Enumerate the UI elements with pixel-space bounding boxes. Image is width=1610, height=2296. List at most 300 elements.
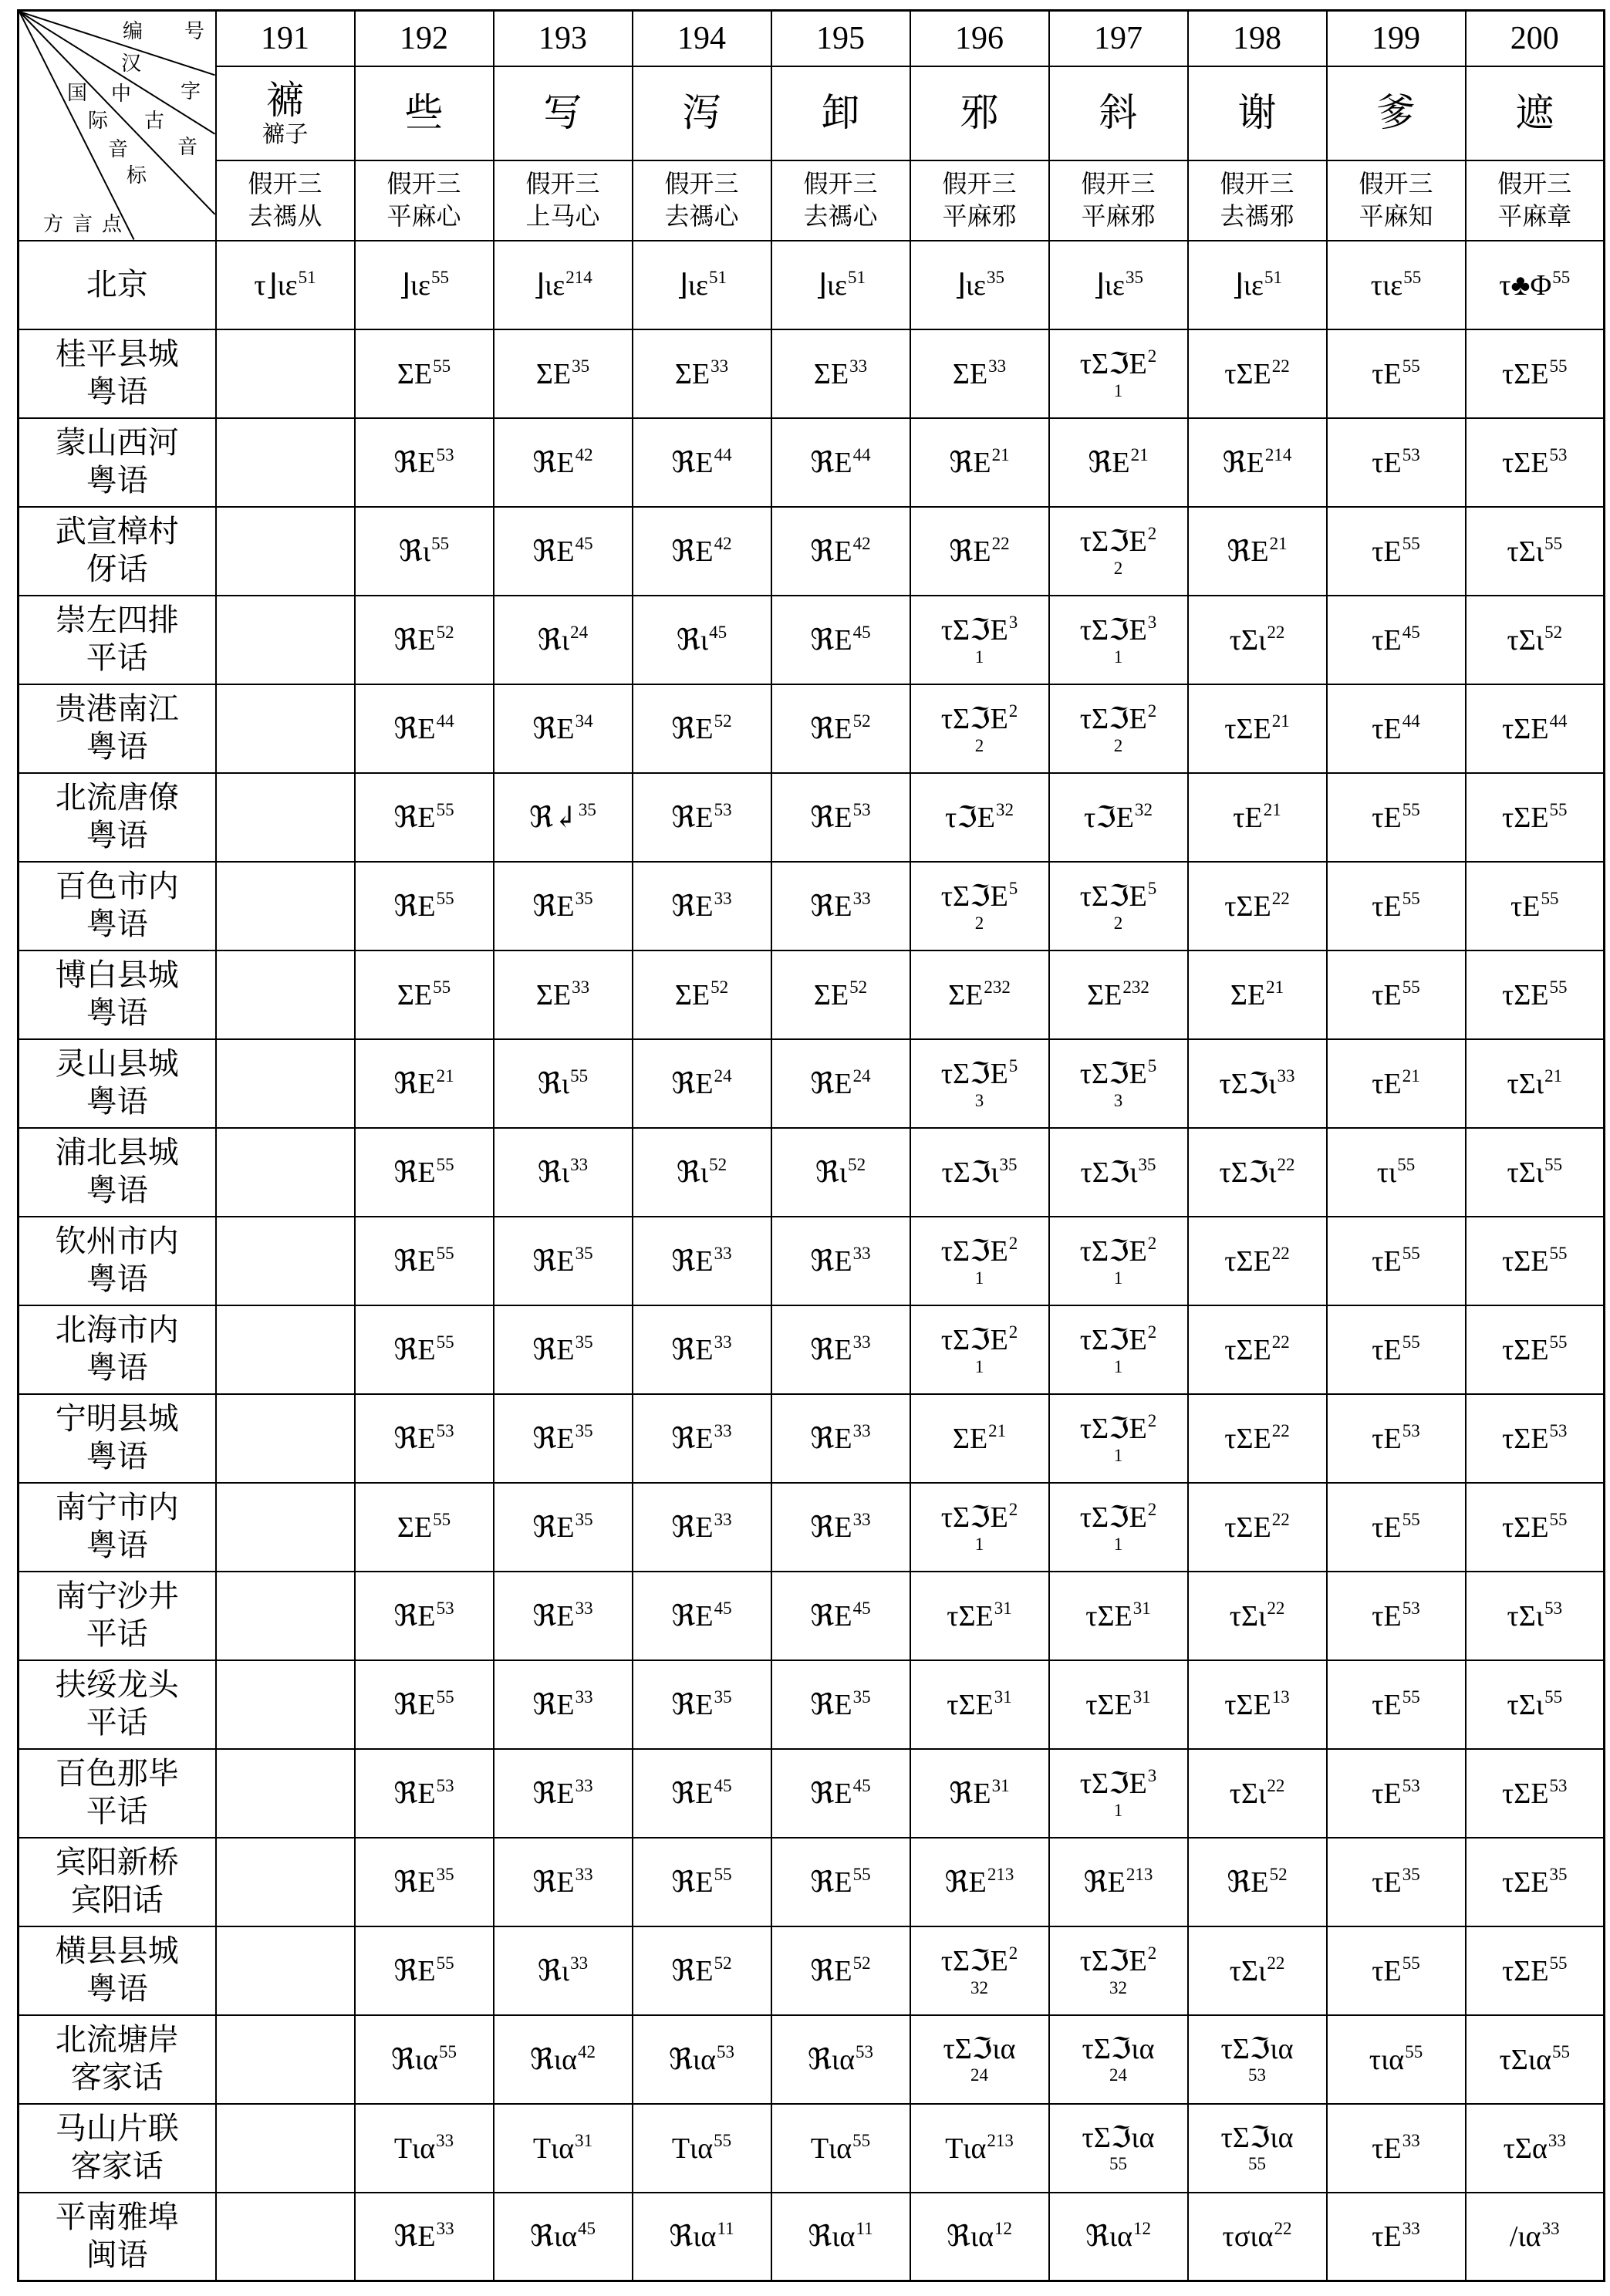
ipa-cell [1466, 862, 1605, 950]
ipa-reading [356, 2132, 493, 2165]
dialect-point-cell [19, 1660, 216, 1749]
ipa-text: τΣℑE [1079, 348, 1147, 381]
ipa-reading [633, 1333, 771, 1366]
ipa-text: ℜι [815, 1156, 848, 1189]
ipa-reading [1467, 1688, 1604, 1721]
ipa-text: τΣE [1224, 890, 1271, 923]
ipa-reading [1189, 1866, 1326, 1899]
ipa-reading [633, 1599, 771, 1633]
ipa-reading [1328, 1244, 1465, 1278]
ipa-cell [1049, 1394, 1188, 1483]
ipa-text: ℜE [671, 1067, 714, 1100]
ipa-text: τΣE [1501, 1866, 1549, 1899]
tone-number: 55 [1544, 1154, 1563, 1174]
dialect-point-cell [19, 862, 216, 950]
ipa-cell [910, 1305, 1049, 1394]
tone-number: 35 [578, 799, 596, 819]
tone-number: 55 [436, 888, 454, 908]
character-cell [494, 66, 633, 160]
ipa-cell [494, 1039, 633, 1128]
ipa-text: ℜE [393, 1333, 436, 1366]
tone-number: 33 [988, 356, 1007, 376]
ipa-text: τE [1372, 1422, 1402, 1455]
dialect-table [17, 9, 1605, 2282]
ipa-text: Tια [945, 2132, 987, 2165]
empty-cell [216, 2193, 355, 2281]
ipa-cell [771, 418, 910, 507]
ipa-cell [1466, 1305, 1605, 1394]
ipa-cell [1188, 418, 1327, 507]
tone-number: 22 [1267, 1598, 1285, 1618]
ipa-reading [1050, 446, 1187, 479]
ipa-cell [494, 1305, 633, 1394]
tone-number: 232 [984, 977, 1011, 997]
empty-cell [216, 1838, 355, 1926]
ipa-cell [494, 1217, 633, 1305]
ipa-cell [355, 684, 494, 773]
tone-number: 24 [852, 1065, 871, 1086]
ipa-reading [494, 1866, 632, 1899]
ipa-cell [1188, 684, 1327, 773]
ipa-reading [911, 2034, 1048, 2065]
ipa-text: τΣℑια [1220, 2121, 1294, 2154]
ipa-text: ℜE [532, 446, 575, 479]
ipa-text: τΣℑι [1219, 1067, 1277, 1100]
corner-label-dialect-point: 方 [43, 213, 64, 236]
ipa-cell [1188, 596, 1327, 684]
ipa-cell [355, 596, 494, 684]
tone-number: 55 [1402, 1687, 1420, 1707]
tone-number: 55 [1544, 1687, 1563, 1707]
ipa-reading [911, 1501, 1048, 1534]
ipa-reading [772, 978, 910, 1011]
ipa-reading [911, 357, 1048, 390]
ipa-cell [771, 241, 910, 329]
character: 谢 [1237, 91, 1277, 134]
tone-continuation: 32 [1109, 1977, 1127, 1997]
ipa-text: τΣι [1229, 1599, 1267, 1633]
middle-chinese-category: 平麻知 [1359, 201, 1433, 230]
corner-diagonal-header [19, 11, 216, 241]
ipa-text: ℜE [671, 1511, 714, 1544]
tone-number: 22 [1271, 356, 1290, 376]
ipa-cell [633, 950, 771, 1039]
ipa-cell [1188, 329, 1327, 418]
ipa-reading [911, 535, 1048, 568]
tone-number: 55 [431, 267, 449, 287]
tone-number: 21 [1402, 1065, 1420, 1086]
dialect-point-cell [19, 1394, 216, 1483]
ipa-cell [1327, 1394, 1466, 1483]
tone-number: 11 [717, 2219, 734, 2239]
tone-number: 35 [1549, 1864, 1568, 1884]
tone-number: 33 [1541, 2219, 1560, 2239]
ipa-reading [1050, 1234, 1187, 1268]
dialect-row [19, 1483, 1605, 1572]
dialect-point-cell [19, 1483, 216, 1572]
ipa-cell [771, 1926, 910, 2015]
ipa-cell [633, 1039, 771, 1128]
ipa-text: ΣE [1087, 978, 1122, 1011]
ipa-text: ⌋ιε [533, 268, 565, 302]
ipa-text: ⌋ιε [1231, 268, 1264, 302]
ipa-cell [494, 596, 633, 684]
tone-number: 44 [436, 711, 454, 731]
dialect-point-cell [19, 1217, 216, 1305]
dialect-row [19, 1572, 1605, 1660]
ipa-text: ΣE [952, 1422, 988, 1455]
tone-number: 35 [1402, 1864, 1420, 1884]
ipa-cell [355, 1749, 494, 1838]
ipa-text: τΣE [1501, 1333, 1549, 1366]
ipa-cell [910, 1394, 1049, 1483]
tone-number: 21 [988, 1420, 1007, 1440]
ipa-reading [633, 535, 771, 568]
tone-continuation: 53 [1248, 2065, 1266, 2085]
tone-number: 55 [1402, 799, 1420, 819]
ipa-text: τΣℑE [940, 703, 1008, 736]
character-cell [1049, 66, 1188, 160]
ipa-text: τΣι [1507, 1688, 1544, 1721]
empty-cell [216, 2015, 355, 2104]
ipa-cell [633, 1572, 771, 1660]
tone-continuation: 1 [1113, 1268, 1123, 1288]
ipa-reading [356, 1599, 493, 1633]
ipa-cell [1466, 1394, 1605, 1483]
dialect-point-name: 桂平县城 [55, 336, 179, 372]
ipa-reading [356, 1067, 493, 1100]
empty-cell [216, 1394, 355, 1483]
ipa-text: ΣE [535, 357, 572, 390]
ipa-reading [1189, 2220, 1326, 2253]
ipa-text: ⌋ιε [1092, 268, 1125, 302]
ipa-cell [1466, 1483, 1605, 1572]
dialect-point-cell [19, 1039, 216, 1128]
tone-number: 2 [1147, 1234, 1157, 1254]
corner-label-ipa: 标 [127, 164, 147, 187]
ipa-text: ΣE [397, 978, 433, 1011]
ipa-cell [771, 507, 910, 596]
tone-number: 51 [709, 267, 727, 287]
ipa-text: ⌋ιε [676, 268, 708, 302]
tone-number: 55 [436, 1687, 454, 1707]
ipa-text: ℜE [671, 1599, 714, 1633]
ipa-text: ℜE [671, 535, 714, 568]
dialect-row [19, 2015, 1605, 2104]
tone-number: 2 [1147, 1411, 1157, 1431]
ipa-reading [356, 1333, 493, 1366]
ipa-cell [771, 1572, 910, 1660]
ipa-text: τ♣Φ [1499, 268, 1552, 302]
dialect-row [19, 950, 1605, 1039]
ipa-text: τια [1369, 2043, 1405, 2076]
tone-number: 22 [1274, 2219, 1292, 2239]
ipa-text: τE [1510, 890, 1541, 923]
tone-number: 21 [1130, 444, 1149, 464]
ipa-reading [1050, 978, 1187, 1011]
dialect-row [19, 596, 1605, 684]
tone-number: 21 [1271, 711, 1290, 731]
tone-number: 213 [987, 1864, 1014, 1884]
ipa-reading [356, 1688, 493, 1721]
ipa-cell [1327, 241, 1466, 329]
dialect-point-cell [19, 2015, 216, 2104]
tone-number: 3 [1147, 613, 1157, 633]
tone-number: 24 [714, 1065, 732, 1086]
corner-label-ipa: 国 [67, 82, 88, 105]
dialect-point-cell [19, 418, 216, 507]
dialect-point-name: 北海市内 [55, 1312, 179, 1348]
ipa-reading [911, 268, 1048, 302]
ipa-text: τE [1372, 2220, 1402, 2254]
tone-number: 21 [436, 1065, 454, 1086]
ipa-text: τΣℑE [940, 1501, 1008, 1535]
ipa-cell [633, 1217, 771, 1305]
ipa-cell [771, 773, 910, 862]
dialect-point-cell [19, 2193, 216, 2281]
dialect-point-name: 闽语 [86, 2237, 148, 2272]
ipa-cell [355, 1394, 494, 1483]
ipa-reading [1467, 890, 1604, 923]
tone-number: 22 [1267, 1953, 1285, 1973]
tone-number: 31 [994, 1598, 1012, 1618]
ipa-cell [771, 684, 910, 773]
empty-cell [216, 1039, 355, 1128]
tone-number: 31 [994, 1687, 1012, 1707]
ipa-reading [1328, 890, 1465, 923]
ipa-text: τΣE [1085, 1599, 1132, 1633]
tone-number: 2 [1008, 1234, 1018, 1254]
ipa-cell [633, 329, 771, 418]
ipa-text: τΣE [1501, 1954, 1549, 1987]
tone-number: 22 [1271, 1332, 1290, 1352]
ipa-reading [494, 1422, 632, 1455]
tone-continuation: 1 [1113, 1800, 1123, 1820]
ipa-cell [1049, 950, 1188, 1039]
tone-number: 55 [714, 2130, 732, 2150]
ipa-reading [1050, 1323, 1187, 1356]
ipa-cell [1188, 2015, 1327, 2104]
tone-number: 3 [1147, 1766, 1157, 1786]
ipa-reading [772, 1333, 910, 1366]
ipa-reading [1467, 1156, 1604, 1189]
ipa-cell [1466, 329, 1605, 418]
ipa-text: τΣℑι [1080, 1156, 1138, 1189]
ipa-reading [356, 446, 493, 479]
ipa-cell [910, 1749, 1049, 1838]
ipa-reading [911, 1057, 1048, 1090]
ipa-cell [355, 2193, 494, 2281]
ipa-text: τΣE [1501, 446, 1549, 479]
tone-number: 11 [856, 2219, 873, 2239]
ipa-reading [772, 268, 910, 302]
middle-chinese-cell [633, 160, 771, 241]
character: 褯 [265, 78, 305, 122]
tone-number: 44 [1549, 711, 1568, 731]
ipa-text: ℜE [393, 1954, 436, 1987]
ipa-text: ℜ↲ [529, 801, 578, 834]
dialect-point-name: 贵港南江 [55, 691, 179, 727]
tone-number: 52 [436, 622, 454, 642]
tone-number: 32 [995, 799, 1014, 819]
ipa-cell [910, 773, 1049, 862]
ipa-reading [772, 2132, 910, 2165]
ipa-text: τΣι [1229, 1777, 1267, 1810]
tone-number: 53 [436, 1775, 454, 1795]
ipa-cell [1327, 1572, 1466, 1660]
ipa-reading [911, 1777, 1048, 1810]
ipa-cell [1188, 1572, 1327, 1660]
dialect-point-name: 粤语 [86, 1350, 148, 1385]
ipa-reading [1050, 1944, 1187, 1977]
tone-number: 5 [1008, 879, 1018, 899]
ipa-text: τE [1372, 1688, 1402, 1721]
character: 爹 [1376, 91, 1416, 134]
tone-number: 55 [436, 799, 454, 819]
dialect-point-cell [19, 596, 216, 684]
tone-number: 45 [709, 622, 727, 642]
tone-continuation: 2 [1113, 558, 1123, 578]
tone-number: 33 [570, 1154, 589, 1174]
ipa-reading [1328, 268, 1465, 302]
ipa-cell [1049, 418, 1188, 507]
ipa-reading [494, 1156, 632, 1189]
ipa-text: ⌋ιε [815, 268, 847, 302]
ipa-reading [911, 1234, 1048, 1268]
ipa-cell [1466, 241, 1605, 329]
ipa-reading [1189, 623, 1326, 657]
ipa-reading [494, 890, 632, 923]
ipa-text: ℜι [537, 1067, 570, 1100]
tone-number: 214 [1264, 444, 1292, 464]
ipa-reading [1050, 1599, 1187, 1633]
ipa-cell [1188, 1483, 1327, 1572]
column-number: 193 [494, 11, 633, 66]
ipa-cell [771, 1483, 910, 1572]
ipa-text: ℜE [393, 1156, 436, 1189]
ipa-reading [1189, 1777, 1326, 1810]
character: 邪 [960, 91, 999, 134]
middle-chinese-cell [494, 160, 633, 241]
ipa-cell [1327, 418, 1466, 507]
tone-number: 31 [575, 2130, 593, 2150]
tone-number: 33 [714, 1243, 732, 1263]
ipa-text: τΣE [947, 1599, 994, 1633]
ipa-cell [633, 241, 771, 329]
ipa-reading [1328, 2043, 1465, 2076]
ipa-text: ℜE [393, 1599, 436, 1633]
ipa-reading [1467, 535, 1604, 568]
ipa-cell [1327, 329, 1466, 418]
ipa-reading [494, 2132, 632, 2165]
ipa-reading [772, 1067, 910, 1100]
ipa-reading [356, 1244, 493, 1278]
ipa-text: τE [1372, 446, 1402, 479]
dialect-point-name: 灵山县城 [55, 1046, 179, 1082]
tone-number: 33 [575, 1598, 593, 1618]
tone-number: 35 [575, 1420, 593, 1440]
tone-number: 33 [572, 977, 590, 997]
tone-number: 55 [1402, 356, 1420, 376]
ipa-text: ℜE [393, 890, 436, 923]
ipa-text: τE [1372, 801, 1402, 834]
ipa-cell [1049, 1572, 1188, 1660]
ipa-reading [1467, 801, 1604, 834]
ipa-text: τΣE [1501, 1777, 1549, 1810]
ipa-reading [1189, 2123, 1326, 2154]
ipa-text: ℜE [671, 446, 714, 479]
ipa-cell [494, 950, 633, 1039]
dialect-point-name: 粤语 [86, 374, 148, 409]
ipa-reading [1467, 2132, 1604, 2165]
ipa-reading [356, 535, 493, 568]
ipa-reading [1050, 2034, 1187, 2065]
ipa-cell [1049, 2104, 1188, 2193]
ipa-text: ℜια [529, 2220, 578, 2254]
ipa-reading [1328, 1156, 1465, 1189]
middle-chinese-category: 平麻章 [1497, 201, 1572, 230]
ipa-reading [1467, 446, 1604, 479]
ipa-text: τΣE [1501, 801, 1549, 834]
ipa-reading [633, 978, 771, 1011]
middle-chinese-category: 假开三 [664, 169, 739, 198]
dialect-point-name: 蒙山西河 [55, 425, 179, 461]
middle-chinese-cell [355, 160, 494, 241]
tone-continuation: 24 [970, 2065, 988, 2085]
ipa-reading [1050, 2220, 1187, 2253]
tone-number: 33 [714, 1420, 732, 1440]
empty-cell [216, 1749, 355, 1838]
tone-number: 5 [1008, 1056, 1018, 1076]
middle-chinese-category: 上马心 [525, 201, 600, 230]
character-cell [633, 66, 771, 160]
tone-number: 55 [1552, 267, 1571, 287]
middle-chinese-category: 假开三 [803, 169, 878, 198]
ipa-cell [1049, 1838, 1188, 1926]
ipa-reading [1050, 880, 1187, 913]
ipa-reading [1467, 357, 1604, 390]
ipa-text: τΣι [1507, 1067, 1544, 1100]
ipa-reading [494, 2043, 632, 2076]
tone-number: 55 [436, 1154, 454, 1174]
ipa-text: ℜE [671, 1422, 714, 1455]
ipa-cell [1049, 1217, 1188, 1305]
ipa-reading [772, 1866, 910, 1899]
ipa-cell [910, 684, 1049, 773]
dialect-point-name: 扶绥龙头 [55, 1667, 179, 1703]
ipa-reading [633, 2220, 771, 2253]
tone-number: 55 [1402, 977, 1420, 997]
ipa-cell [1466, 2104, 1605, 2193]
ipa-reading [633, 712, 771, 745]
dialect-point-name: 北京 [86, 266, 148, 302]
ipa-text: τσια [1222, 2220, 1274, 2254]
ipa-text: τΣℑE [1079, 1945, 1147, 1978]
column-number: 194 [633, 11, 771, 66]
ipa-text: τΣℑE [940, 880, 1008, 913]
ipa-cell [771, 1749, 910, 1838]
tone-number: 42 [714, 533, 732, 553]
ipa-reading [356, 623, 493, 657]
ipa-cell [355, 1838, 494, 1926]
tone-number: 55 [1549, 799, 1568, 819]
tone-number: 33 [1402, 2219, 1420, 2239]
ipa-cell [771, 2015, 910, 2104]
dialect-point-name: 浦北县城 [55, 1135, 179, 1170]
ipa-cell [1466, 684, 1605, 773]
dialect-row [19, 1039, 1605, 1128]
ipa-cell [771, 862, 910, 950]
